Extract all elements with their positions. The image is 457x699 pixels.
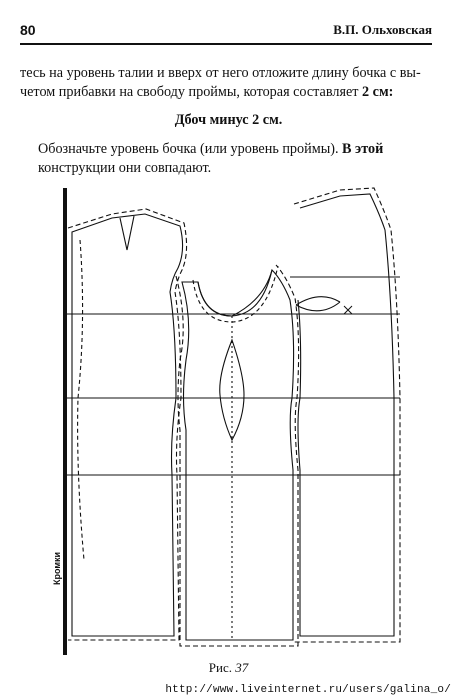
paragraph-2-line-2: конструкции они совпадают. [38,160,212,176]
bust-point-mark [344,306,352,314]
fisheye-dart [220,340,244,440]
paragraph-1-line-2 [20,83,432,102]
formula: Дбоч минус 2 см. [174,112,283,128]
edge-label: Кромки [52,551,62,585]
paragraph-2-line-1-text: Обозначьте уровень бочка (или уровень проймы). [38,141,343,157]
page-header [20,22,432,42]
back-seam-allowance [68,209,187,640]
side-front-outline [182,270,294,640]
back-outline [72,214,183,636]
front-seam [294,188,400,642]
pattern-drawing [0,180,457,660]
caption-prefix: Рис. [208,660,232,675]
front-outline [298,194,394,636]
paragraph-1 [20,64,432,102]
paragraph-1-line-2-bold: 2 см: [362,84,394,100]
header-rule [20,43,432,45]
figure-caption [0,660,457,676]
running-head-author: В.П. Ольховская [333,22,432,37]
bust-dart [296,297,340,311]
paragraph-2-line-1 [20,140,432,159]
paragraph-2 [20,140,432,178]
side-front-seam [176,265,299,646]
page-number: 80 [20,22,36,38]
back-dart [120,216,134,250]
paragraph-1-line-2-text: четом прибавки на свободу проймы, которая составляет [20,84,363,100]
paragraph-1-line-1: тесь на уровень талии и вверх от него отложите длину бочка с вы- [20,65,421,81]
source-url: http://www.liveinternet.ru/users/galina_o/ [165,684,451,696]
paragraph-2-line-1-bold: В этой [342,141,384,157]
caption-number: 37 [235,660,249,675]
back-side-inner [78,240,84,560]
